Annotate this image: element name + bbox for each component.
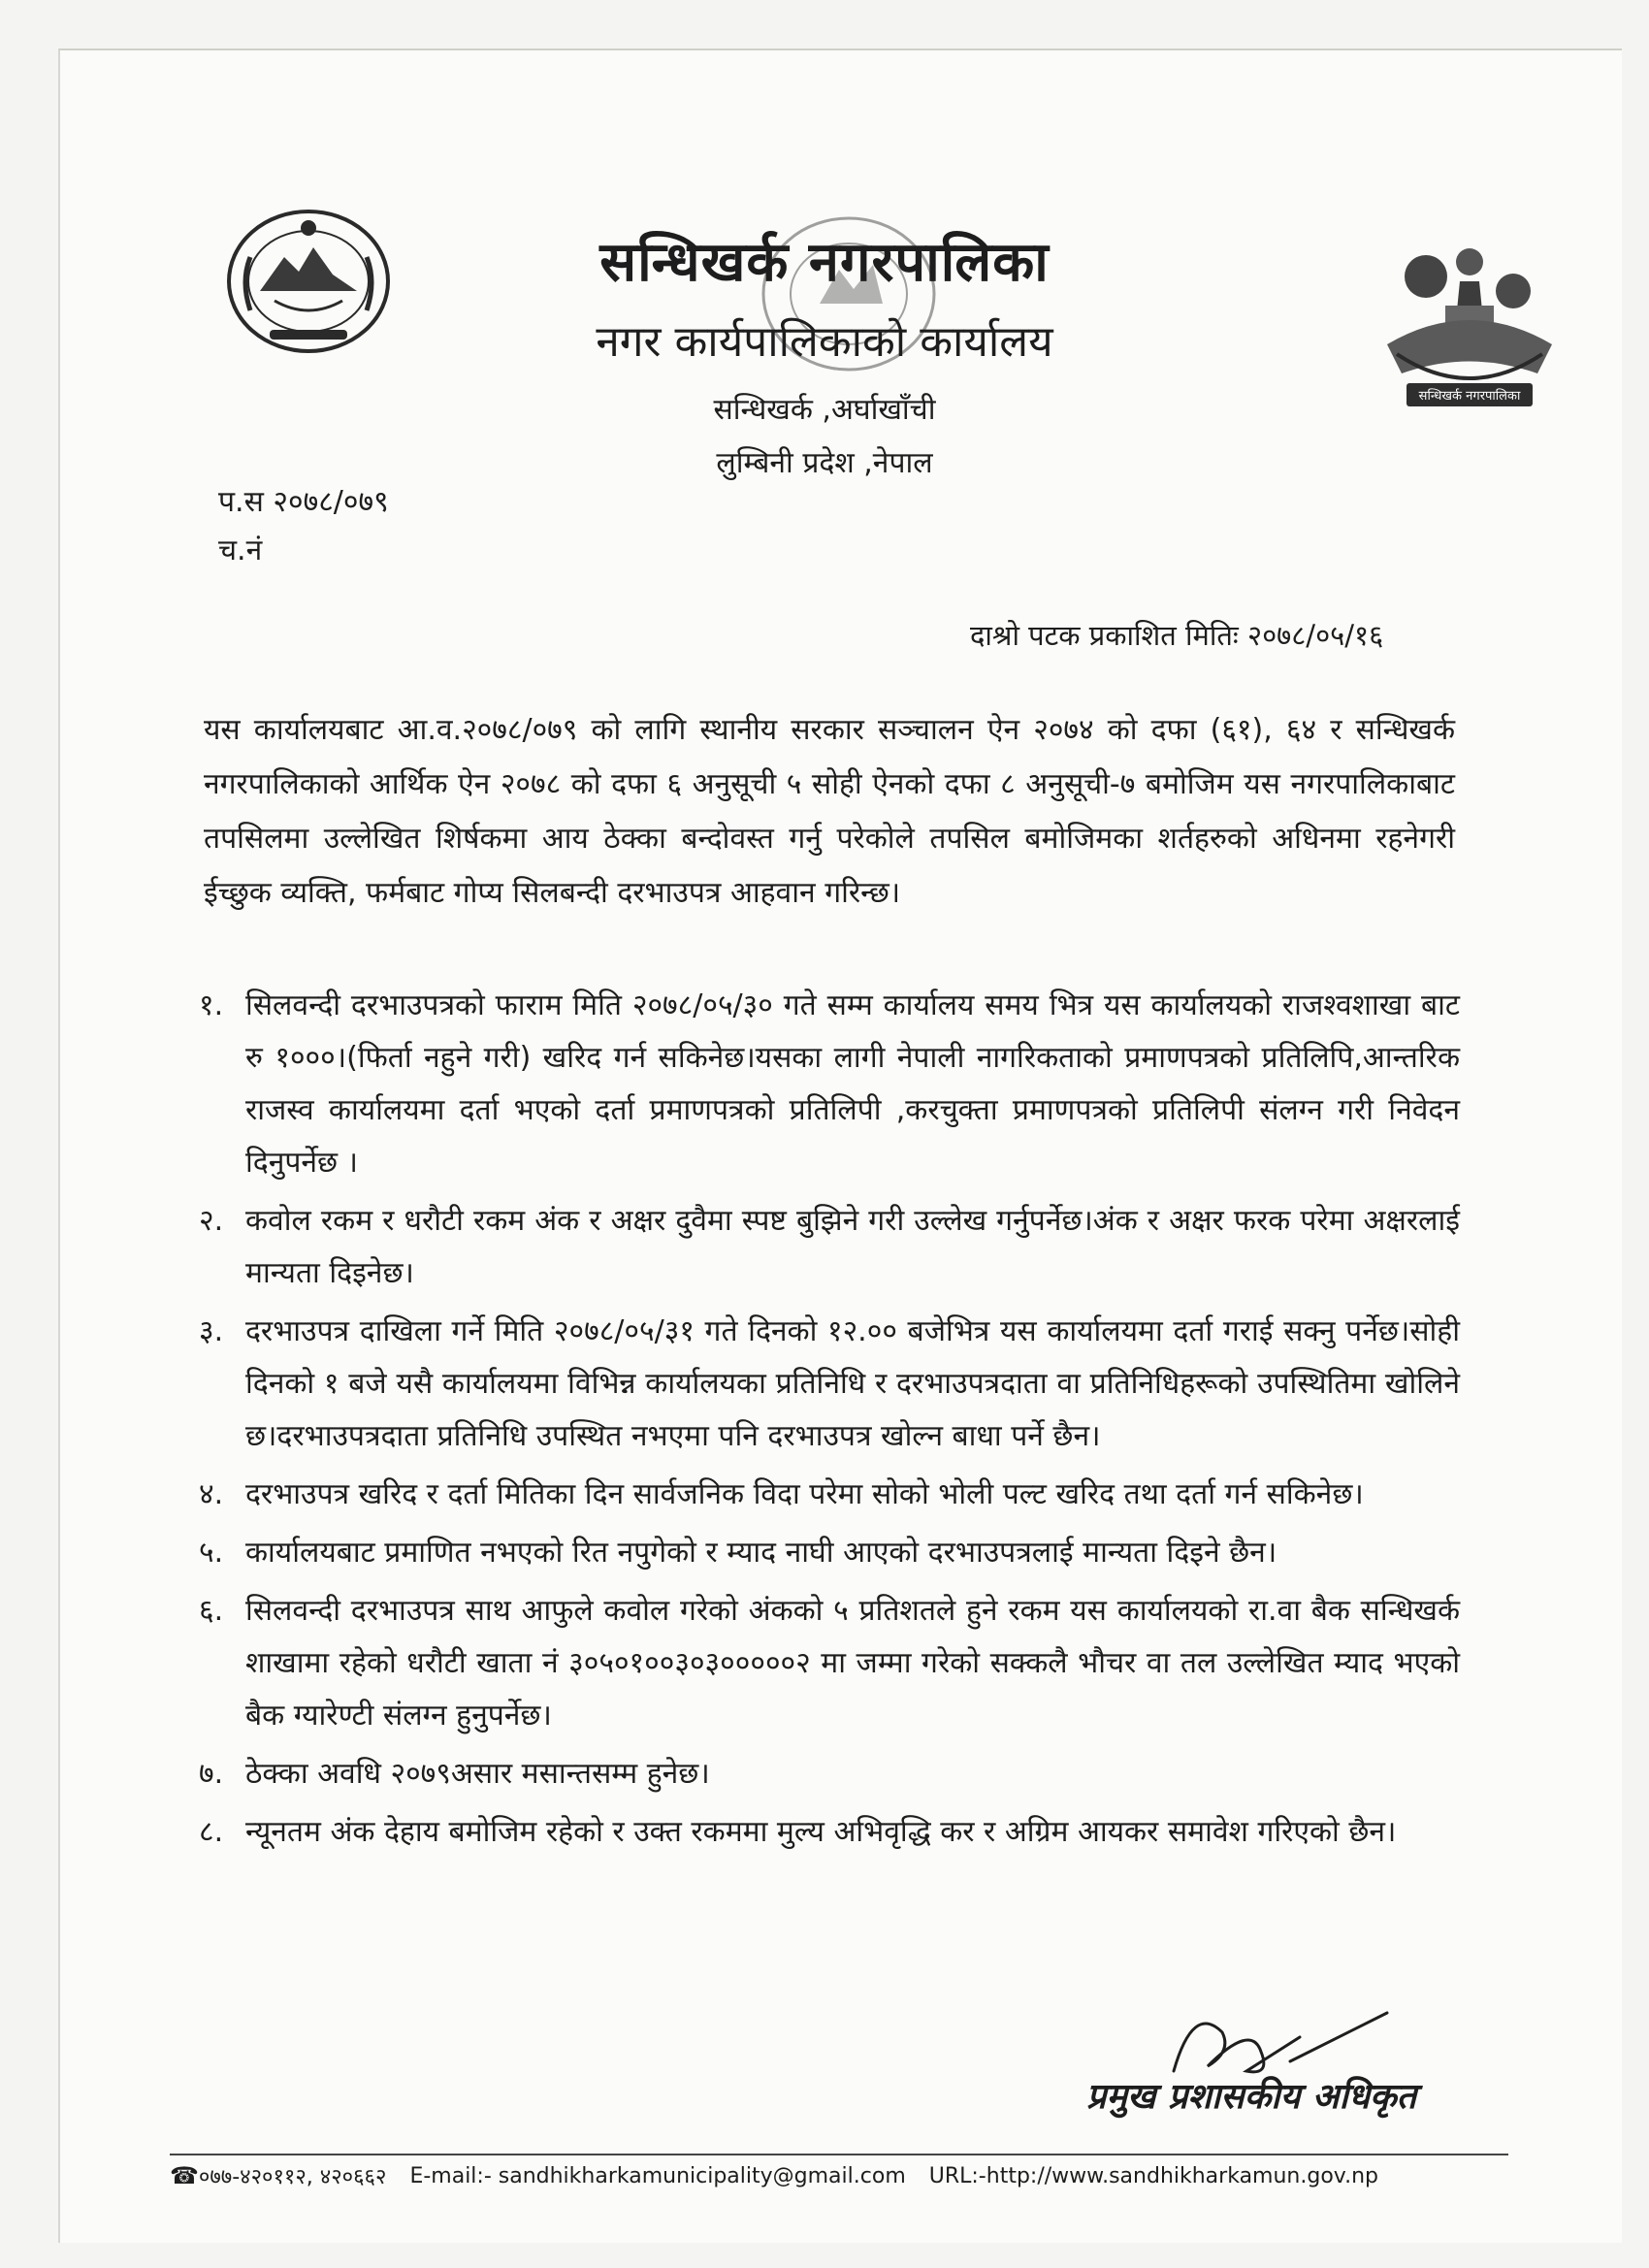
- clause-text: दरभाउपत्र खरिद र दर्ता मितिका दिन सार्वजनिक विदा परेमा सोको भोली पल्ट खरिद तथा दर्ता गर्न सकिनेछ।: [245, 1477, 1364, 1511]
- signatory-title: प्रमुख प्रशासकीय अधिकृत: [1086, 2077, 1417, 2117]
- list-item: [199, 1585, 1460, 1742]
- clause-number: १.: [199, 988, 224, 1022]
- clause-text: न्यूनतम अंक देहाय बमोजिम रहेको र उक्त रकममा मुल्य अभिवृद्धि कर र अग्रिम आयकर समावेश गरिएको छैन।: [245, 1815, 1397, 1849]
- office-province: लुम्बिनी प्रदेश ,नेपाल: [716, 446, 933, 480]
- letter-reference-number: प.स २०७८/०७९: [218, 485, 389, 519]
- municipality-name: सन्धिखर्क नगरपालिका: [599, 231, 1050, 294]
- office-name: नगर कार्यपालिकाको कार्यालय: [596, 317, 1053, 367]
- municipality-logo-caption: सन्धिखर्क नगरपालिका: [1418, 389, 1521, 404]
- list-item: [199, 1806, 1460, 1859]
- contact-phone: [170, 2161, 386, 2190]
- phone-numbers: ०७७-४२०११२, ४२०६६२: [198, 2165, 387, 2189]
- clause-number: २.: [199, 1204, 224, 1238]
- list-item: [199, 1748, 1460, 1800]
- telephone-icon: ☎: [170, 2162, 199, 2189]
- clause-number: ७.: [199, 1757, 224, 1791]
- office-location: सन्धिखर्क ,अर्घाखाँची: [713, 393, 936, 427]
- clause-text: कार्यालयबाट प्रमाणित नभएको रित नपुगेको र म्याद नाघी आएको दरभाउपत्रलाई मान्यता दिइने छैन।: [245, 1536, 1277, 1570]
- contact-email[interactable]: E-mail:- sandhikharkamunicipality@gmail.com: [409, 2163, 906, 2188]
- clause-text: दरभाउपत्र दाखिला गर्ने मिति २०७८/०५/३१ गते दिनको १२.०० बजेभित्र यस कार्यालयमा दर्ता गराई सक्नु पर्नेछ।सोही दिनको १ बजे यसै कार्यालयमा विभिन्न कार्यालयका प्रतिनिधि र दरभाउपत्रदाता वा प्रतिनिधिहरूको उपस्थितिमा खोलिने छ।दरभाउपत्रदाता प्रतिनिधि उपस्थित नभएमा पनि दरभाउपत्र खोल्न बाधा पर्ने छैन।: [245, 1314, 1460, 1453]
- list-item: [199, 1469, 1460, 1521]
- list-item: [199, 1527, 1460, 1579]
- notice-intro-paragraph: यस कार्यालयबाट आ.व.२०७८/०७९ को लागि स्थानीय सरकार सञ्चालन ऐन २०७४ को दफा (६१), ६४ र सन्धिखर्क नगरपालिकाको आर्थिक ऐन २०७८ को दफा ६ अनुसूची ५ सोही ऐनको दफा ८ अनुसूची-७ बमोजिम यस नगरपालिकाबाट तपसिलमा उल्लेखित शिर्षकमा आय ठेक्का बन्दोवस्त गर्नु परेकोले तपसिल बमोजिमका शर्तहरुको अधिनमा रहनेगरी ईच्छुक व्यक्ति, फर्मबाट गोप्य सिलबन्दी दरभाउपत्र आहवान गरिन्छ।: [204, 713, 1455, 910]
- clause-text: ठेक्का अवधि २०७९असार मसान्तसम्म हुनेछ।: [245, 1757, 710, 1791]
- clause-number: ४.: [199, 1477, 224, 1511]
- clause-text: सिलवन्दी दरभाउपत्र साथ आफुले कवोल गरेको अंकको ५ प्रतिशतले हुने रकम यस कार्यालयको रा.वा बैक सन्धिखर्क शाखामा रहेको धरौटी खाता नं ३०५०१००३०३०००००२ मा जम्मा गरेको सक्कलै भौचर वा तल उल्लेखित म्याद भएको बैक ग्यारेण्टी संलग्न हुनुपर्नेछ।: [245, 1594, 1460, 1733]
- terms-list: [199, 980, 1460, 1864]
- list-item: [199, 1195, 1460, 1300]
- clause-text: सिलवन्दी दरभाउपत्रको फाराम मिति २०७८/०५/३० गते सम्म कार्यालय समय भित्र यस कार्यालयको राजश्वशाखा बाट रु १०००।(फिर्ता नहुने गरी) खरिद गर्न सकिनेछ।यसका लागी नेपाली नागरिकताको प्रमाणपत्रको प्रतिलिपि,आन्तरिक राजस्व कार्यालयमा दर्ता भएको दर्ता प्रमाणपत्रको प्रतिलिपी ,करचुक्ता प्रमाणपत्रको प्रतिलिपी संलग्न गरी निवेदन दिनुपर्नेछ ।: [245, 988, 1460, 1180]
- clause-number: ६.: [199, 1594, 224, 1628]
- clause-text: कवोल रकम र धरौटी रकम अंक र अक्षर दुवैमा स्पष्ट बुझिने गरी उल्लेख गर्नुपर्नेछ।अंक र अक्षर फरक परेमा अक्षरलाई मान्यता दिइनेछ।: [245, 1204, 1460, 1290]
- clause-number: ५.: [199, 1536, 224, 1570]
- clause-number: ८.: [199, 1815, 224, 1849]
- publication-date: दाश्रो पटक प्रकाशित मितिः २०७८/०५/१६: [970, 619, 1384, 652]
- footer: [170, 2161, 1528, 2190]
- list-item: [199, 980, 1460, 1189]
- list-item: [199, 1306, 1460, 1463]
- clause-number: ३.: [199, 1314, 224, 1348]
- website-url[interactable]: URL:-http://www.sandhikharkamun.gov.np: [928, 2163, 1378, 2188]
- footer-divider: [170, 2154, 1508, 2155]
- dispatch-number: च.नं: [218, 534, 263, 567]
